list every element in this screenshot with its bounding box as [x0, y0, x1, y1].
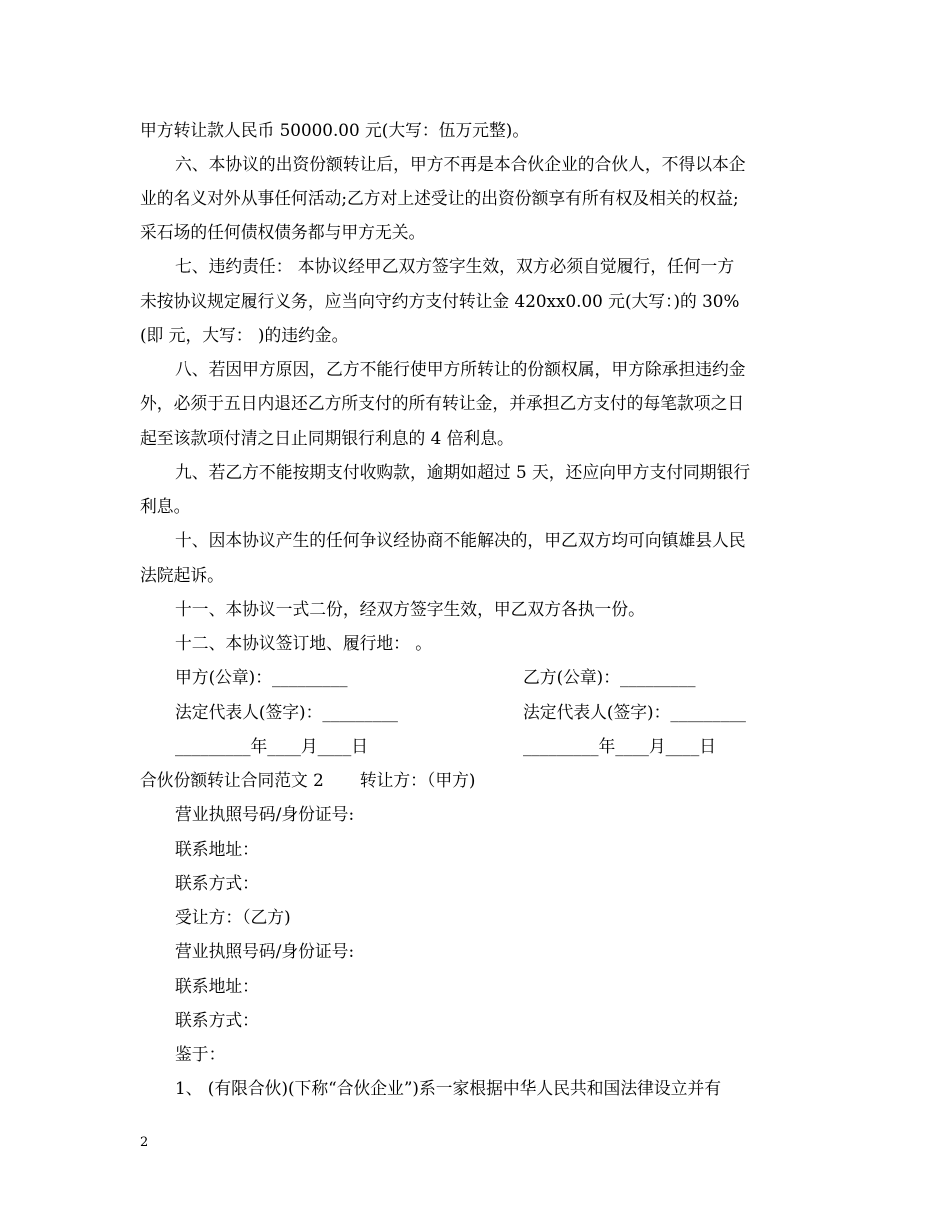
- paragraph-line: 十、因本协议产生的任何争议经协商不能解决的，甲乙双方均可向镇雄县人民: [175, 530, 746, 550]
- page-number: 2: [140, 1135, 149, 1150]
- paragraph-line: (即 元，大写： )的违约金。: [140, 325, 349, 345]
- field-line: 鉴于：: [175, 1044, 226, 1064]
- field-line: 1、 (有限合伙)(下称“合伙企业”)系一家根据中华人民共和国法律设立并有: [175, 1078, 722, 1098]
- paragraph-line: 外，必须于五日内退还乙方所支付的所有转让金，并承担乙方支付的每笔款项之日: [140, 393, 745, 413]
- paragraph-line: 十二、本协议签订地、履行地： 。: [175, 633, 433, 653]
- paragraph-line: 九、若乙方不能按期支付收购款，逾期如超过 5 天，还应向甲方支付同期银行: [175, 462, 751, 482]
- field-line: 联系地址：: [175, 976, 259, 996]
- field-line: 联系方式：: [175, 1010, 259, 1030]
- second-contract-heading: [140, 768, 475, 792]
- party-a-date: _________年____月____日: [175, 736, 368, 756]
- paragraph-line: 利息。: [140, 496, 191, 516]
- paragraph-line: 七、违约责任： 本协议经甲乙双方签字生效，双方必须自觉履行，任何一方: [175, 256, 735, 276]
- field-line: 联系地址：: [175, 839, 259, 859]
- party-b-representative: 法定代表人(签字)：_________: [523, 702, 746, 722]
- party-a-seal: 甲方(公章)：_________: [175, 667, 348, 687]
- paragraph-line: 业的名义对外从事任何活动;乙方对上述受让的出资份额享有所有权及相关的权益;: [140, 188, 739, 208]
- party-a-representative: 法定代表人(签字)：_________: [175, 702, 398, 722]
- paragraph-line: 十一、本协议一式二份，经双方签字生效，甲乙双方各执一份。: [175, 599, 645, 619]
- paragraph-line: 六、本协议的出资份额转让后，甲方不再是本合伙企业的合伙人，不得以本企: [175, 154, 746, 174]
- field-line: 受让方：（乙方): [175, 907, 291, 927]
- paragraph-line: 采石场的任何债权债务都与甲方无关。: [140, 222, 426, 242]
- paragraph-line: 甲方转让款人民币 50000.00 元(大写：伍万元整)。: [140, 120, 530, 140]
- paragraph-line: 法院起诉。: [140, 565, 224, 585]
- field-line: 营业执照号码/身份证号:: [175, 941, 355, 961]
- second-contract-title: 合伙份额转让合同范文 2: [140, 770, 324, 790]
- transferor-label: 转让方：（甲方): [359, 770, 476, 790]
- paragraph-line: 未按协议规定履行义务，应当向守约方支付转让金 420xx0.00 元(大写：)的 30%: [140, 291, 740, 311]
- party-b-seal: 乙方(公章)：_________: [523, 667, 696, 687]
- paragraph-line: 起至该款项付清之日止同期银行利息的 4 倍利息。: [140, 428, 514, 448]
- field-line: 营业执照号码/身份证号:: [175, 804, 355, 824]
- paragraph-line: 八、若因甲方原因，乙方不能行使甲方所转让的份额权属，甲方除承担违约金: [175, 359, 746, 379]
- field-line: 联系方式：: [175, 873, 259, 893]
- party-b-date: _________年____月____日: [523, 736, 716, 756]
